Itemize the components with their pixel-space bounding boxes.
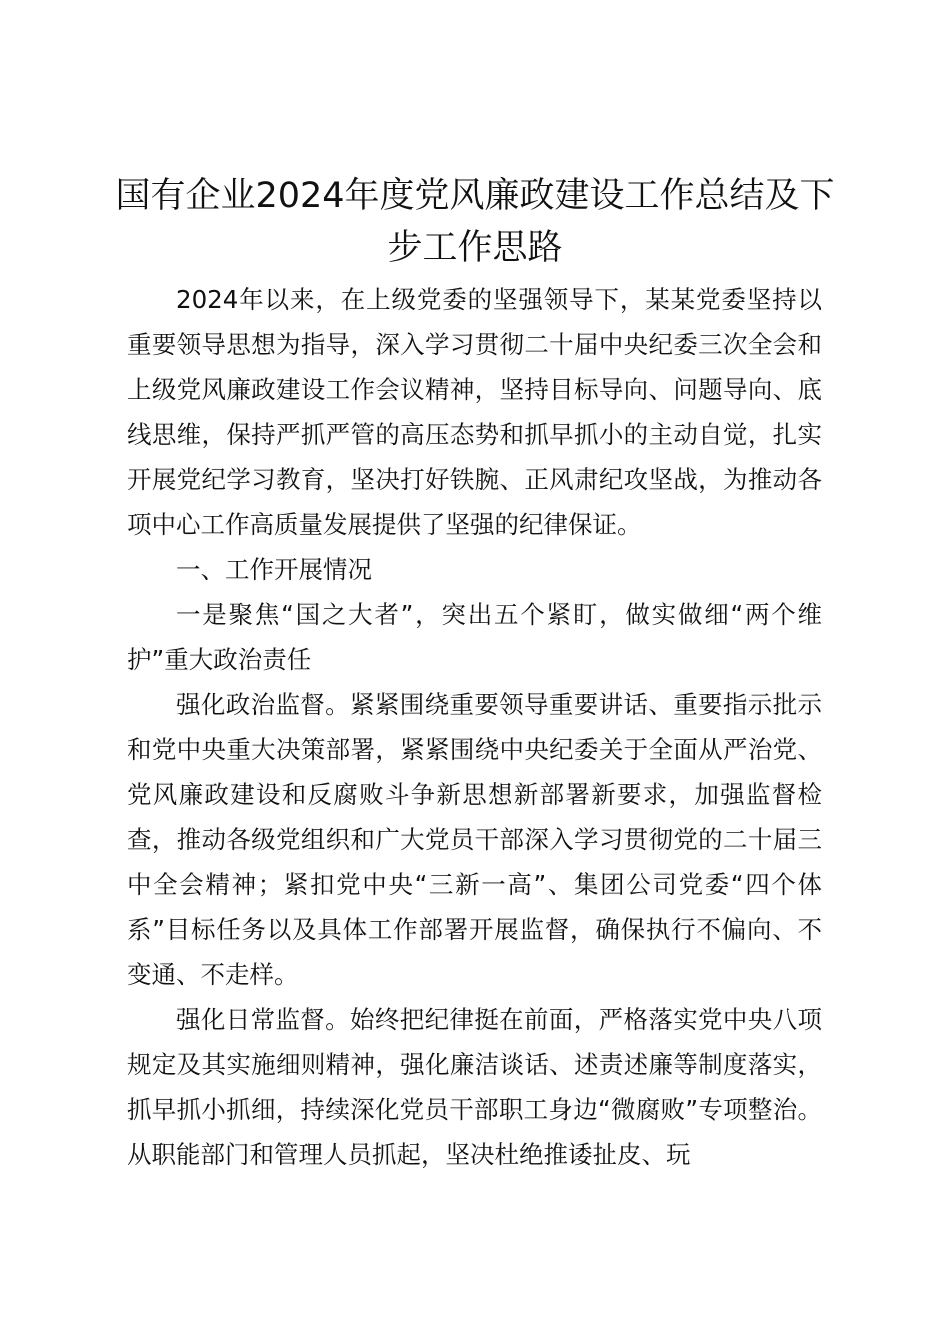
subsection-heading: 一是聚焦“国之大者”，突出五个紧盯，做实做细“两个维护”重大政治责任: [127, 600, 822, 674]
document-title: 国有企业2024年度党风廉政建设工作总结及下步工作思路: [115, 176, 835, 268]
intro-paragraph: 2024年以来，在上级党委的坚强领导下，某某党委坚持以重要领导思想为指导，深入学习贯彻二十届中央纪委三次全会和上级党风廉政建设工作会议精神，坚持目标导向、问题导向、底线思维，保持严抓严管的高压态势和抓早抓小的主动自觉，扎实开展党纪学习教育，坚决打好铁腕、正风肃纪攻坚战，为推动各项中心工作高质量发展提供了坚强的纪律保证。: [127, 285, 822, 539]
section-heading: 一、工作开展情况: [176, 555, 372, 584]
body-paragraph: 强化政治监督。紧紧围绕重要领导重要讲话、重要指示批示和党中央重大决策部署，紧紧围绕中央纪委关于全面从严治党、党风廉政建设和反腐败斗争新思想新部署新要求，加强监督检查，推动各级党组织和广大党员干部深入学习贯彻党的二十届三中全会精神；紧扣党中央“三新一高”、集团公司党委“四个体系”目标任务以及具体工作部署开展监督，确保执行不偏向、不变通、不走样。: [127, 690, 822, 989]
document-body: [127, 277, 822, 1177]
body-paragraph: 强化日常监督。始终把纪律挺在前面，严格落实党中央八项规定及其实施细则精神，强化廉洁谈话、述责述廉等制度落实，抓早抓小抓细，持续深化党员干部职工身边“微腐败”专项整治。从职能部门和管理人员抓起，坚决杜绝推诿扯皮、玩: [127, 1005, 822, 1169]
